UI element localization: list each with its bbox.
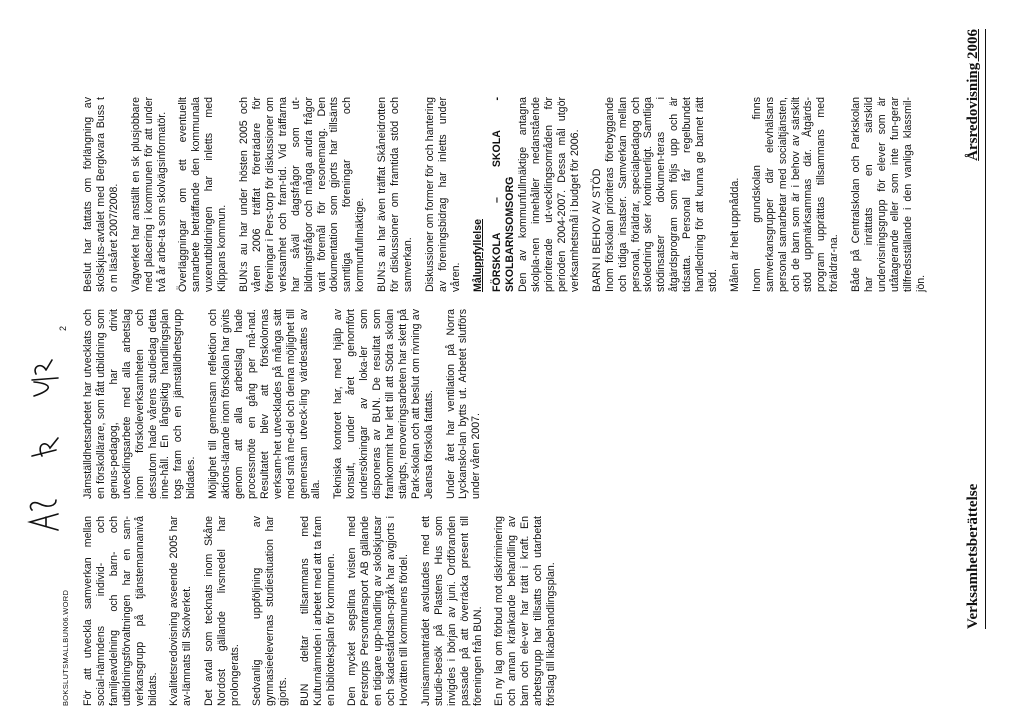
paragraph: Diskussioner om former för och hantering av föreningsbidrag har inletts under våren. bbox=[423, 97, 462, 292]
handwritten-initials bbox=[22, 346, 64, 536]
header-title: Verksamhetsberättelse bbox=[965, 483, 981, 629]
paragraph: BUN:s au har även träffat Skåneidrotten för diskussioner om framtida stöd och samverkan. bbox=[376, 97, 414, 292]
column-3 bbox=[82, 97, 937, 292]
page-number: 2 bbox=[58, 325, 68, 331]
paragraph: För att utveckla samverkan mellan social-nämndens individ- och familjeavdelning och barn- och utbildningsförvaltningen har en sam-verkansgrupp på tjänstemannanivå bildats. bbox=[82, 516, 159, 706]
page-footer bbox=[20, 106, 70, 706]
paragraph: Junisammanträdet avslutades med ett studie-besök på Plastens Hus som invigdes i början av juni. Ordföranden passade på att överräcka present till föreningen från BUN. bbox=[419, 516, 484, 706]
paragraph: Jämställdhetsarbetet har utvecklats och en förskollärare, som fått utbildning som genus-pedagog, har drivit utvecklingsarbete med alla arbetslag inom förskoleverksamheten och dessutom hade vårens studiedag detta inne-håll. En långsiktig handlingsplan togs fram och en jämställdhetsgrupp bildades. bbox=[82, 309, 198, 499]
section-heading: Måluppfyllelse bbox=[471, 219, 484, 292]
header-report-title: Årsredovisning 2006 bbox=[965, 29, 981, 161]
paragraph: Tekniska kontoret har, med hjälp av konsult, under året genomfört undersökningar av loka-ler som disponeras av BUN. De resultat som framkommit har lett till att Södra skolan stängts, renoveringsarbeten har skett på Park-skolan och att beslut om rivning av Jeansa förskola fattats. bbox=[332, 309, 435, 499]
paragraph: Överläggningar om ett eventuellt samarbete beträffande den kommunala vuxenutbildningen har inletts med Klippans kommun. bbox=[177, 97, 229, 292]
paragraph: Inom förskolan prioriteras förebyggande och tidiga insatser. Samverkan mellan personal, föräldrar, specialpedagog och skoledning sker kontinuerligt. Samtliga stödinsatser dokumen-teras i åtgärdsprogram som följs upp och är tidsatta. Personal får regelbundet handledning för att kunna ge barnet rätt stöd. bbox=[603, 97, 719, 292]
footer-filename: BOKSLUTSMALLBUN06.WORD bbox=[61, 589, 70, 706]
paragraph: BUN:s au har under hösten 2005 och våren 2006 träffat företrädare för föreningar i Pers-torp för diskussioner om verksamhet och fram-tid. Vid träffarna har såväl dagsfrågor som ut-bildningsfrågor och många andra frågor varit föremål för resonemang. Den dokumentation som gjorts har tillsänts samtliga föreningar och kommunfullmäktige. bbox=[238, 97, 367, 292]
paragraph: Beslut har fattats om förlängning av skolskjuts-avtalet med Bergkvara Buss t o m läsåret 2007/2008. bbox=[82, 97, 120, 292]
paragraph: En ny lag om förbud mot diskriminering och annan kränkande behandling av barn och ele-ver har trätt i kraft. En arbetsgrupp har tillsatts och utarbetat förslag till likabehandlingsplan. bbox=[493, 516, 558, 706]
subsection-heading: FÖRSKOLA – SKOLA - SKOLBARNSOMSORG bbox=[491, 97, 517, 292]
paragraph: Inom grundskolan finns samverkansgrupper där elevhälsans personal samarbetar med socialtjänsten, och de barn som är i behov av särskilt stöd uppmärksammas där. Åtgärds-program upprättas tillsammans med föräldrar-na. bbox=[750, 97, 841, 292]
paragraph: Kvalitetsredovisning avseende 2005 har av-lämnats till Skolverket. bbox=[168, 516, 194, 706]
column-2 bbox=[82, 309, 492, 499]
page-header bbox=[955, 29, 986, 629]
paragraph: Det avtal som tecknats inom Skåne Nordost gällande livsmedel har prolongerats. bbox=[203, 516, 242, 706]
paragraph: Den av kommunfullmäktige antagna skolpla-nen innehåller nedanstående prioriterade ut-vecklingsområden för perioden 2004-2007. Dessa mål utgör verksamhetsmål i budget för 2006. bbox=[517, 97, 581, 292]
subsection-heading: BARN I BEHOV AV STÖD bbox=[590, 168, 603, 292]
paragraph: Sedvanlig uppföljning av gymnasieelevernas studiesituation har gjorts. bbox=[250, 516, 289, 706]
goal-statement: Målen är helt uppnådda. bbox=[728, 177, 741, 292]
column-1 bbox=[82, 516, 567, 706]
paragraph: Under året har ventilation på Norra Lyckansko-lan bytts ut. Arbetet slutförs under våren 2007. bbox=[444, 309, 483, 499]
paragraph: Vägverket har anställt en sk plusjobbare med placering i kommunen för att under två år arbe-ta som skolvägsinformatör. bbox=[129, 97, 168, 292]
paragraph: Möjlighet till gemensam reflektion och aktions-lärande inom förskolan har givits genom att alla arbetslag hade processmöte en gång per må-nad. Resultatet blev att förskolornas verksam-het utvecklades på många sätt med små me-del och denna möjlighet till gemensam utveck-ling värdesattes av alla. bbox=[207, 309, 323, 499]
paragraph: Den mycket segslitna tvisten med Perstorps Persontransport AB gällande en tidigare upp-handling av skolskjutsar och skadeståndsan-språk har avgjorts i Hovrätten till kommunens fördel. bbox=[346, 516, 411, 706]
paragraph: BUN deltar tillsammans med Kulturnämnden i arbetet med att ta fram en biblioteksplan för kommunen. bbox=[298, 516, 337, 706]
paragraph: Både på Centralskolan och Parkskolan har inrättats en särskild undervisningsgrupp för elever som är utåtagerande eller som inte fun-gerar tillfredsställande i den vanliga klassmil-jön. bbox=[850, 97, 927, 292]
